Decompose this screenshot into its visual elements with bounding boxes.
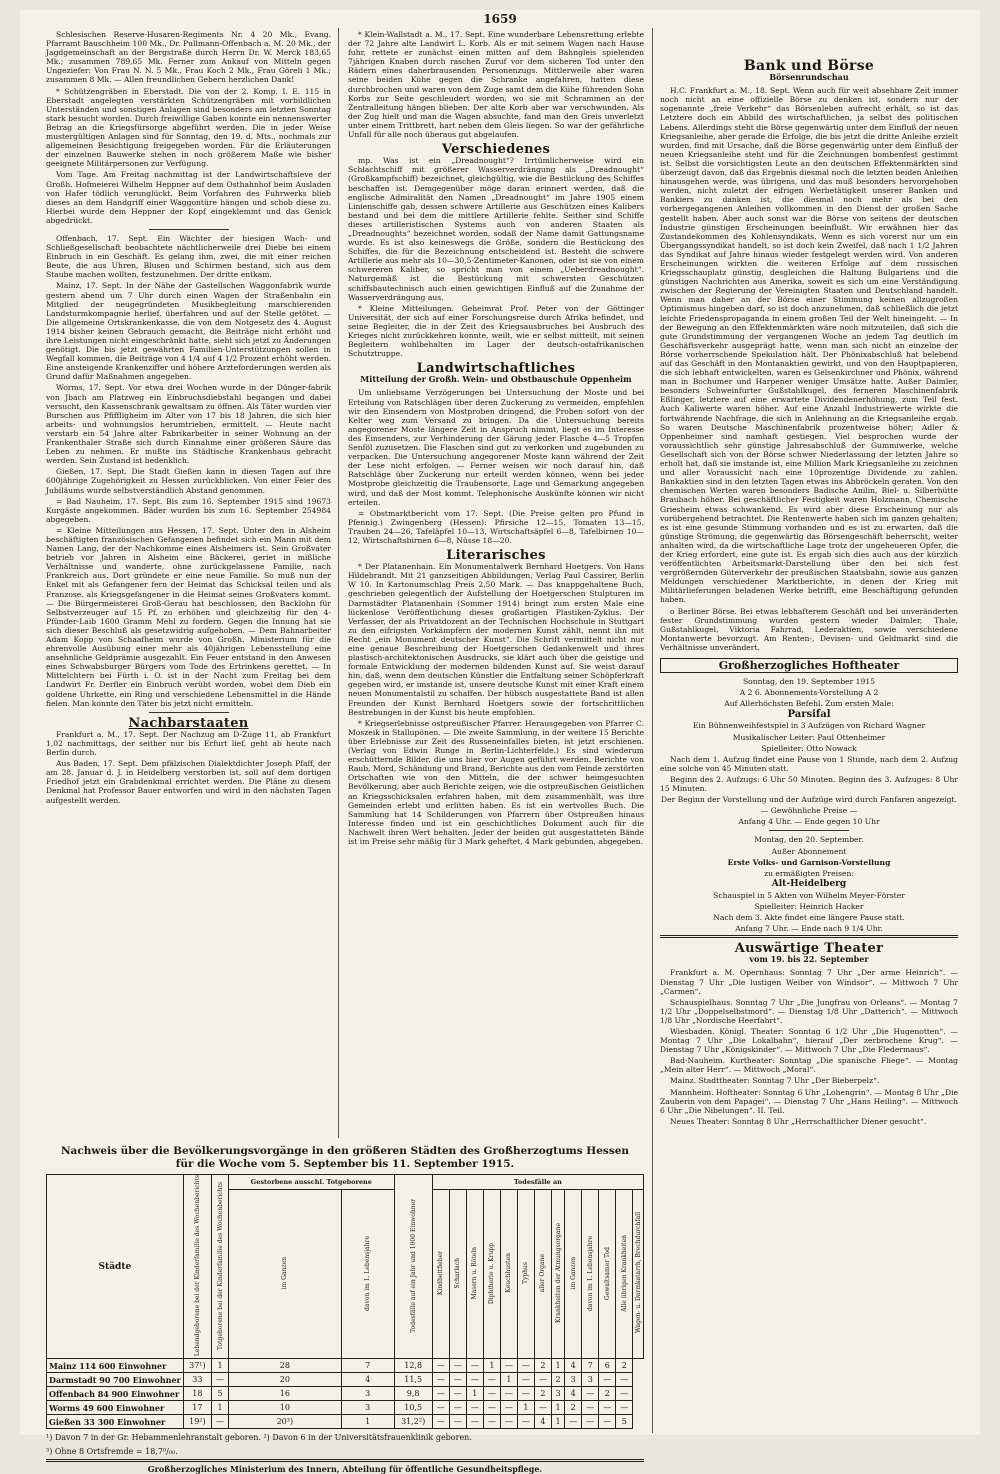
stats-cell: —: [517, 1415, 534, 1429]
stats-cell: 1: [483, 1359, 500, 1373]
stats-col-header: im Ganzen: [569, 1256, 577, 1290]
article-donations: Schlesischen Reserve-Husaren-Regiments Nr. 4 20 Mk., Evang. Pfarramt Bauschheim 100 Mk., Dr. Pullmann-Offenbach a. M. 20 Mk., der Jagdgemeinschaft an der Bergstraße durch Herrn Dr. W. Merck 183,65 Mk.; zusammen 789,65 Mk. Ferner zum Ankauf von Mitteln gegen Ungeziefer: Von Frau N. N. 5 Mk., Frau Koch 2 Mk., Frau Göreli 1 Mk.; zusammen 8 Mk. — Allen freundlichen Gebern herzlichen Dank!: [46, 30, 331, 85]
stats-cell: 1: [211, 1401, 228, 1415]
stats-cell: 9,8: [394, 1387, 432, 1401]
stats-cell: 2: [599, 1387, 616, 1401]
stats-cell: —: [582, 1415, 599, 1429]
article-dreadnought: mp. Was ist ein „Dreadnought“? Irrtümlicherweise wird ein Schlachtschiff mit größerer Wasserverdrängung als „Dreadnought“ (Großkampfschiff) bezeichnet, gleichgültig, wie die Bestückung des Schiffes beschaffen ist. Demgegenüber möge daran erinnert werden, daß die englische Admiralität den Namen „Dreadnought“ im Jahre 1905 einem Linienschiffe gab, dessen schwere Artillerie aus Geschützen eines Kalibers bestand und bei dem die mittlere Artillerie fehlte. Seither sind Schiffe dieses artilleristischen Systems auch von anderen Staaten als „Dreadnoughts“ bezeichnet worden, sodaß der Name damit Gattungsname wurde. Es ist also keineswegs die Größe, sondern die Bestückung des Schiffes, die für die Bezeichnung entscheidend ist. Besteht die schwere Artillerie aus mehr als 10—30,5-Zentimeter-Kanonen, oder ist sie von einem schwereren Kaliber, so spricht man von einem „Ueberdreadnought“. Naturgemäß ist die Bestückung mit schwersten Geschützen schiffsbautechnisch auch einen gewichtigen Einfluß auf die Zunahme der Wasserverdrängung aus.: [348, 156, 644, 302]
column-divider: [338, 28, 339, 1138]
stats-city: Offenbach 84 900 Einwohner: [47, 1387, 184, 1401]
stats-cell: —: [599, 1373, 616, 1387]
theater-date-monday: Montag, den 20. September.: [754, 835, 864, 845]
listing-frankfurt-schauspiel: Schauspielhaus. Sonntag 7 Uhr „Die Jungfrau von Orleans“. — Montag 7 1/2 Uhr „Doppelselbstmord“. — Dienstag 1/8 Uhr „Datterich“. — Mittwoch 1/8 Uhr „Nordische Heerfahrt“.: [660, 997, 958, 1025]
stats-cell: —: [449, 1387, 466, 1401]
article-kleine-mitteilungen: * Kleine Mitteilungen. Geheimrat Prof. Peter von der Göttinger Universität, der sich auf einer Forschungsreise durch Afrika befindet, und seine Begleiter, die in der Zeit des Kriegsausbruches bei Ausbruch des Krieges nicht zurückkehren konnte, weilt, wie er selbst mitteilt, mit seinen Begleitern wohlbehalten im Lager der deutsch-ostafrikanischen Schutztruppe.: [348, 303, 644, 359]
stats-col-header: Lebendgeborene bei der Kinderfamilie des Wochenberichts: [193, 1175, 201, 1357]
stats-cell: —: [500, 1401, 517, 1415]
stats-col-header: im Ganzen: [281, 1256, 289, 1290]
article-baden: Aus Baden, 17. Sept. Dem pfälzischen Dialektdichter Joseph Pfaff, der am 28. Januar d. J. in Heidelberg verstorben ist, soll auf dem dortigen Friedhof jetzt ein Grabdenkmal errichtet werden. Die Pläne zu diesem Denkmal hat Professor Bauer entworfen und wird in den nächsten Tagen aufgestellt werden.: [46, 759, 331, 805]
stats-cell: —: [432, 1415, 449, 1429]
stats-cell: —: [565, 1415, 582, 1429]
stats-cell: —: [616, 1387, 633, 1401]
stats-cell: 7: [341, 1359, 394, 1373]
stats-cell: 1: [551, 1401, 564, 1415]
theater-conductor: Musikalischer Leiter: Paul Ottenheimer: [732, 732, 886, 742]
theater-beginn: Beginn des 2. Aufzugs: 6 Uhr 50 Minuten. Beginn des 3. Aufzuges: 8 Uhr 15 Minuten.: [660, 774, 958, 794]
stats-cell: 31,2²): [394, 1415, 432, 1429]
stats-col-header: Typhus: [522, 1262, 530, 1285]
stats-cell: —: [211, 1415, 228, 1429]
stats-cell: —: [599, 1401, 616, 1415]
stats-cell: 17: [183, 1401, 211, 1415]
listing-wiesbaden: Wiesbaden. Königl. Theater: Sonntag 6 1/2 Uhr „Die Hugenotten“. — Montag 7 Uhr „Die Lokalbahn“, hierauf „Der zerbrochene Krug“. — Dienstag 7 Uhr „Königskinder“. — Mittwoch 7 Uhr „Die Fledermaus“.: [660, 1027, 958, 1055]
theater-fanfaren: Der Beginn der Vorstellung und der Aufzüge wird durch Fanfaren angezeigt.: [661, 795, 957, 805]
column-right: [660, 30, 958, 1432]
stats-cell: 3: [582, 1373, 599, 1387]
column-left: [46, 30, 331, 1132]
article-kleine-mitteilungen-hessen: = Kleine Mitteilungen aus Hessen, 17. Sept. Unter den in Alsheim beschäftigten französischen Gefangenen befindet sich ein Mann mit dem Namen Lang, der der Nachkomme eines Alsheimers ist. Sein Großvater betrieb vor Jahren in Alsheim eine Bäckerei, geriet in mißliche Verhältnisse und wanderte, ohne zurückgelassene Familie, nach Frankreich aus. Dort gründete er eine neue Familie. So muß nun der Enkel mit als Gefangener fern der Heimat das Schicksal teilen und als Franzose, als Kriegsgefangener in die Heimat seines Großvaters kommt. — Die Bürgermeisterei Groß-Gerau hat beschlossen, den Backlohn für Selbstverzeuger auf 15 Pf. zu erhöhen und gleichzeitig für den 4-Pfünder-Laib 1600 Gramm Mehl zu fordern. Gegen die Innung hat sie sich dieser Beschluß als gesetzwidrig aufgehoben. — Dem Bahnarbeiter Adam Kopp von Schaafheim wurde von Großh. Ministerium für die ehrenvolle Ausübung einer mehr als 40jährigen Lebensstellung eine ansehnliche Geldprämie ausgezahlt. Ein Feuer entstand in den Anwesen eines Schwabsburger Bürgers vom Tode des Ertrinkens gerettet. — In Mittelchtern bei Fürth i. O. ist in der Nacht zum Freitag bei dem Landwirt Fr. Derfler ein Einbruch verübt worden, wobei dem Dieb ein goldene Uhrkette, ein Ring und verschiedene Lebensmittel in die Hände fielen. Man konnte den Täter bis jetzt nicht ermitteln.: [46, 525, 331, 708]
stats-cell: —: [483, 1401, 500, 1415]
stats-cell: —: [500, 1387, 517, 1401]
section-heading-bank-boerse: Bank und Börse: [743, 58, 875, 74]
stats-cell: 7: [582, 1359, 599, 1373]
theater-title-alt-heidelberg: Alt-Heidelberg: [771, 878, 847, 889]
theater-spielleiter: Spielleiter: Heinrich Hacker: [754, 901, 864, 911]
section-heading-auswaertige-theater: Auswärtige Theater: [734, 941, 884, 957]
theater-pause: Nach dem 1. Aufzug findet eine Pause von 1 Stunde, nach dem 2. Aufzug eine solche von 45 Minuten statt.: [660, 754, 958, 773]
theater-title-parsifal: Parsifal: [787, 709, 831, 721]
stats-cell: —: [483, 1373, 500, 1387]
theater-volksvorstellung: Erste Volks- und Garnison-Vorstellung: [727, 857, 891, 867]
section-heading-verschiedenes: Verschiedenes: [441, 142, 551, 158]
column-middle: [348, 30, 644, 1132]
divider: [769, 830, 849, 831]
stats-cell: 5: [211, 1387, 228, 1401]
article-frankfurt: Frankfurt a. M., 17. Sept. Der Nachzug am D-Zuge 11, ab Frankfurt 1,02 nachmittags, der seither nur bis Erfurt lief, geht ab heute nach Berlin durch.: [46, 729, 331, 758]
stats-cell: 11,5: [394, 1373, 432, 1387]
listing-neues-theater: Neues Theater: Sonntag 8 Uhr „Herrschaftlicher Diener gesucht“.: [670, 1116, 927, 1126]
stats-cell: 1: [341, 1415, 394, 1429]
page-number: 1659: [483, 12, 517, 26]
stats-col-header: davon im 1. Lebensjahre: [586, 1235, 594, 1311]
stats-cell: 10,5: [394, 1401, 432, 1415]
stats-table-body: [47, 1359, 644, 1429]
stats-cell: —: [582, 1401, 599, 1415]
divider: [660, 935, 958, 938]
stats-cell: —: [500, 1359, 517, 1373]
stats-col-header: davon im 1. Lebensjahre: [364, 1235, 372, 1311]
stats-row: [47, 1401, 644, 1415]
stats-cell: —: [517, 1373, 534, 1387]
stats-header-todesfaelle: Todesfälle an: [432, 1175, 643, 1190]
stats-cell: 19²): [183, 1415, 211, 1429]
theater-abonnement: A 2 6. Abonnements-Vorstellung A 2: [739, 688, 879, 698]
divider: [149, 712, 229, 713]
stats-col-header: Gewaltsamer Tod: [603, 1246, 611, 1300]
stats-cell: —: [483, 1387, 500, 1401]
stats-title: Nachweis über die Bevölkerungsvorgänge in den größeren Städten des Großherzogtums Hessen: [60, 1145, 630, 1157]
stats-cell: 37¹): [183, 1359, 211, 1373]
stats-row: [47, 1359, 644, 1373]
stats-col-header: Diphtherie u. Krupp: [488, 1242, 496, 1304]
article-giessen: Gießen, 17. Sept. Die Stadt Gießen kann in diesen Tagen auf ihre 600jährige Zugehörigkeit zu Hessen zurückblicken. Von einer Feier des Jubiläums wurde selbstverständlich Abstand genommen.: [46, 467, 331, 495]
stats-col-header: Krankheiten der Atmungsorgane: [554, 1223, 562, 1324]
section-heading-landwirtschaftliches: Landwirtschaftliches: [416, 361, 576, 377]
stats-cell: —: [211, 1373, 228, 1387]
stats-col-header: Todesfälle auf ein Jahr und 1000 Einwohner: [409, 1198, 417, 1333]
stats-cell: 4: [534, 1415, 551, 1429]
stats-cell: 1: [211, 1359, 228, 1373]
stats-col-header: Alle übrigen Krankheiten: [620, 1234, 628, 1312]
article-boersenrundschau: H.C. Frankfurt a. M., 18. Sept. Wenn auch für weit absehbare Zeit immer noch nicht an eine offizielle Börse zu denken ist, sondern nur der sogenannte „freie Verkehr“ das Börsenleben aufrecht erhält, so ist das Letztere doch ein Abbild des wirtschaftlichen, ja selbst des politischen Lebens. Allerdings steht die Börse gegenwärtig unter dem Einfluß der neuen Kriegsanleihe, aber gerade die Erfolge, die bis jetzt die dritte Anleihe erzielt wurden, find mit Ursache, daß die Börse gegenwärtig unter dem Einfluß der neuen Kriegsanleihe steht und für die Zeichnungen bombenfest gestimmt ist. Selbst die vorsichtigsten Leute an den deutschen Effektenmärkten sind überzeugt davon, daß das Ergebnis diesmal noch die letzten beiden Anleihen hinausgehen werde, was übrigens, und das muß besonders hervorgehoben werden, nicht zuletzt der eifrigen Werbetätigkeit unserer Banken und Bankiers zu danken ist, die diesmal noch mehr als bei den vorhergegangenen Anleihen vollkommen in den Dienst der großen Sache gestellt haben. Aber auch sonst war die Börse von seitens der deutschen Industrie günstigen Erscheinungen beeinflußt. Wir erwähnen hier das Zustandekommen des Kohlensyndikats. Wenn es sich vorerst nur um ein Übergangssyndikat handelt, so ist doch kein Zweifel, daß nach 1 1/2 Jahren das Syndikat auf Jahre hinaus wieder festgelegt werden wird. Von anderen Erscheinungen wirkten die weiteren Erfolge auf dem russischen Kriegsschauplatz günstig, desgleichen die Haltung Bulgariens und die günstigen Nachrichten aus Amerika, soweit es sich um eine Verständigung zwischen der Regierung der Vereinigten Staaten und Deutschland handelt. Wenn man daher an der Börse einer Stimmung keinen allzugroßen Optimismus hingeben darf, so ist doch anzunehmen, daß schließlich die jetzt leichte Friedenspropaganda in einem großen Teil der Welt hineingeht. — In der Bewegung an den Effektenmärkten wäre noch mitzuteilen, daß sich die gute Grundstimmung der vergangenen Woche an jedem Tag deutlich im Geschäftsverkehr ausgeprägt hatte, wenn man sich nicht an einzelne der Börse vorherrschende Spekulation hält. Der Phönixabschluß hat belebend auf das Geschäft in den Montanaktien gewirkt, und von den Hauptpapieren, die sich lebhaft entwickelten, waren es Gelsenkirchner und Phönix, während man in Bochumer und Harpener weniger Umsätze hatte. Außer Daimler, besonders Schweinfurter Gußstahlkugel, des ferneren Maschinenfabrik Eßlinger, letztere auf eine erwartete Dividendenerhöhung, zum Teil fest. Auch Kaliwerte waren höher. Auf eine Anzahl Industriewerte wirkte die fortwährende Nachfrage, die sich in Anlehnung an die Kriegsanleihe ergab. So waren Deutsche Maschinenfabrik prozentweise höher; Adler & Oppenheimer sind namhaft gestiegen. Viel besprochen wurde der voraussichtlich sehr günstige Jahresabschluß der Gummiwerke, welche Gesellschaft sich von der Börse schwer Niederlassung der letzten Jahre so erholt hat, daß sie imstande ist, eine Million Mark Kriegsanleihe zu zeichnen und aller Voraussicht nach eine 10prozentige Dividende zu zahlen. Bankaktien sind in den letzten Tagen etwas ins Abbröckeln geraten. Von den chemischen Werten waren besonders Badische Anilin, Biel- u. Silberhütte Braubach höher. Bei geschäftlicher Festigkeit waren Holzmann, Chemische Griesheim etwas schwankend. Es wird aber diese Erscheinung nur als vorübergehend betrachtet. Die Rentenwerte haben sich im ganzen gehalten; es ist eine gesunde Stimmung vorhanden und es ist zu erwarten, daß die günstige Strömung, die gegenwärtig das Börsengeschäft beherrscht, weiter anhalten wird, da die wirtschaftliche Lage trotz der ungeheueren Opfer, die der Krieg erfordert, eine gute ist. Es ergab sich dies auch aus der kürzlich veröffentlichten Arbeitsmarkt-Darstellung über den bei sich fest vergrößernden Güterverkehr der preußischen Staatsbahn, sowie aus ganzen Meldungen verschiedener Marktberichte, in denen der Krieg mit Militärlieferungen beladenen Werke betrifft, eine Beschäftigung gefunden haben.: [660, 86, 958, 605]
theater-anfang: Anfang 4 Uhr. — Ende gegen 10 Uhr: [738, 817, 880, 827]
column-divider: [652, 28, 653, 1433]
section-heading-hoftheater: Großherzogliches Hoftheater: [660, 658, 958, 673]
article-schuetzengraeben: * Schützengräben in Eberstadt. Die von der 2. Komp. I. E. 115 in Eberstadt angelegten verstärkten Schützengräben mit vorbildlichen Unterständen und sonstigen Anlagen sind besonders am letzten Sonntag stark besucht worden. Durch freiwillige Gaben konnte ein nennenswerter Betrag an die Kriegsfürsorge abgeführt werden. Die in jeder Weise mustergültigen Anlagen sind für Sonntag, den 19. d. Mts., nochmals zur allgemeinen Besichtigung freigegeben worden. Für die Erläuterungen der einzelnen Bauwerke stehen in noch größerem Maße wie bisher geeignete Militärpersonen zur Verfügung.: [46, 86, 331, 169]
stats-cell: 2: [565, 1401, 582, 1415]
stats-header-staedte: Städte: [47, 1175, 184, 1359]
stats-cell: 3: [341, 1401, 394, 1415]
section-heading-nachbarstaaten: Nachbarstaaten: [128, 715, 249, 731]
section-subheading-boersenrundschau: Börsenrundschau: [769, 72, 849, 83]
stats-cell: 28: [229, 1359, 342, 1373]
stats-cell: 20: [229, 1373, 342, 1387]
stats-cell: 10: [229, 1401, 342, 1415]
article-platanenhain: * Der Platanenhain. Ein Monumentalwerk Bernhard Hoetgers. Von Hans Hildebrandt. Mit 21 ganzseitigen Abbildungen, Verlag Paul Cassirer, Berlin W 10. In Kartonumschlag Preis 2,50 Mark. — Das knappgehaltene Buch, geschrieben gelegentlich der Aufstellung der Hoetgerschen Stulpturen im Darmstädter Platanenhain (Sommer 1914) bringt zum ersten Male eine lückenlose Veröffentlichung dieses großartigen Plastiken-Zyklus. Der Verfasser, der als Privatdozent an der Technischen Hochschule in Stuttgart zu den eifrigsten Vorkämpfern der modernen Kunst zählt, nennt ihn mit Recht „ein Monument deutscher Kunst“. Die Schrift vermittelt nicht nur eine genaue Beschreibung der Hoetgerschen Gedankenwelt und ihres plastisch-architektonischen Ausdrucks, sie klärt auch über die geistige und formale Entwicklung der modernen bildenden Kunst auf. Sie weist darauf hin, daß, wenn dem deutschen Künstler die Entfaltung seiner Schöpferkraft gegeben wird, er imstande ist, unsere deutsche Kunst mit einer Kraft einem neuen Monumentalstil zu schaffen. Der hübsch ausgestattete Band ist allen Freunden der Kunst Bernhard Hoetgers sowie der fortschrittlichen Bestrebungen in der Kunst bis heute empfohlen.: [348, 562, 644, 717]
stats-cell: 3: [341, 1387, 394, 1401]
article-kriegserlebnisse: * Kriegserlebnisse ostpreußischer Pfarrer. Herausgegeben von Pfarrer C. Moszeik in Stallupönen. — Die zweite Sammlung, in der weitere 15 Berichte über Erlebnisse zur Zeit des Russeneinfalles bieten, ist jetzt erschienen. (Verlag von Edwin Runge in Berlin-Lichterfelde.) Es sind wiederum erschütternde Bilder, die uns hier vor Augen geführt werden. Berichte von Raub, Mord, Schändung und Brand, Berichte aus den vom Feinde zerstörten Ortschaften wie von den Mitteln, die der schwer heimgesuchten Bevölkerung, aber auch Berichte zeigen, wie die ostpreußischen Geistlichen an Kriegsschicksalen erfahren haben, mit dem zusammenhält, was ihre Gemeinden erlebt und erlitten haben. Es ist ein wertvolles Buch. Die Sammlung hat 14 Schilderungen von Pfarrern über Ostpreußen hinaus Interesse finden und ist ein geschichtliches Dokument auch für die Nachwelt ihren Wert behalten. Jeder der beiden gut ausgestatteten Bände ist im Preise sehr mäßig für 3 Mark geheftet, 4 Mark gebunden, abgegeben.: [348, 718, 644, 846]
stats-row: [47, 1387, 644, 1401]
stats-col-header: Keuchhusten: [505, 1253, 513, 1293]
stats-cell: 4: [341, 1373, 394, 1387]
theater-schauspiel: Schauspiel in 5 Akten von Wilhelm Meyer-Förster: [713, 890, 905, 900]
theater-anfang-2: Anfang 7 Uhr. — Ende nach 9 1/4 Uhr.: [735, 924, 883, 934]
theater-ausser-abonnement: Außer Abonnement: [771, 846, 847, 856]
stats-cell: 2: [551, 1373, 564, 1387]
theater-pause-2: Nach dem 3. Akte findet eine längere Pause statt.: [713, 913, 905, 923]
stats-header-gestorbene: Gestorbene ausschl. Totgeborene: [229, 1175, 395, 1190]
theater-preise: — Gewöhnliche Preise —: [760, 806, 858, 816]
article-bad-nauheim: = Bad Nauheim, 17. Sept. Bis zum 16. September 1915 sind 19673 Kurgäste angekommen. Bäder wurden bis zum 16. September 254984 abgegeben.: [46, 496, 331, 524]
stats-cell: —: [449, 1359, 466, 1373]
theater-director: Spielleiter: Otto Nowack: [761, 743, 857, 753]
stats-cell: —: [466, 1359, 483, 1373]
stats-cell: —: [517, 1359, 534, 1373]
stats-cell: —: [449, 1401, 466, 1415]
stats-source: Großherzogliches Ministerium des Innern, Abteilung für öffentliche Gesundheitspflege.: [147, 1464, 543, 1474]
stats-cell: 1: [551, 1415, 564, 1429]
article-mainz: Mainz, 17. Sept. In der Nähe der Gastellschen Waggonfabrik wurde gestern abend um 7 Uhr durch einen Wagen der Straßenbahn ein Mitglied der neugegründeten Musikbegleitung marschierenden Landsturmkompagnie herlief, überfahren und auf der Stelle getötet. — Die allgemeine Ortskrankenkasse, die von dem Notgesetz des 4. August 1914 bisher keinen Gebrauch gemacht, die Beiträge nicht erhöht und ihre Leistungen nicht eingeschränkt hatte, sieht sich jetzt zu Änderungen genötigt. Die bis jetzt gewährten Familien-Unterstützungen sollen in Wegfall kommen, die Beiträge von 4 1/4 auf 4 1/2 Prozent erhöht werden. Eine ansteigende Krankenziffer und höhere Arzteforderungen werden als Grund dafür Maßnahmen angegeben.: [46, 281, 331, 382]
stats-cell: 33: [183, 1373, 211, 1387]
article-mostproben: Um unliebsame Verzögerungen bei Untersuchung der Moste und bei Erteilung von Ratschlägen über deren Zuckerung zu vermeiden, empfehlen wir den Einsendern von Mostproben dringend, die Proben sofort von der Kelter weg zum Versand zu bringen. Da die Untersuchung bereits angegorener Moste längere Zeit in Anspruch nimmt, liegt es im Interesse des Einsenders, zur Verhinderung der Gärung jeder Flasche 4—5 Tropfen Senföl zuzusetzen. Die Flaschen sind gut zu verkorken und zugebunden zu verpacken. Die Untersuchung angegorener Moste kann während der Zeit der Lese nicht erfolgen. — Ferner weisen wir noch darauf hin, daß Ratschläge über Zuckerung nur erteilt werden können, wenn bei jeder Mostprobe gleichzeitig die Traubensorte, Lage und Gemarkung angegeben wird, und daß der Most kommt. Telephonische Auskünfte können wir nicht erteilen.: [348, 388, 644, 507]
stats-cell: —: [517, 1387, 534, 1401]
divider: [46, 1459, 644, 1462]
article-obstmarkt: = Obstmarktbericht vom 17. Sept. (Die Preise gelten pro Pfund in Pfennig.) Zwingenberg (Hessen): Pfirsiche 12—15, Tomaten 13—15, Trauben 24—26, Tafeläpfel 10—13, Wirtschaftsäpfel 6—8, Tafelbirnen 10—12, Wirtschaftsbirnen 6—8, Nüsse 18—20.: [348, 508, 644, 545]
stats-cell: —: [466, 1401, 483, 1415]
stats-subtitle: für die Woche vom 5. September bis 11. September 1915.: [175, 1158, 515, 1170]
section-subheading-oppenheim: Mitteilung der Großh. Wein- und Obstbauschule Oppenheim: [360, 374, 632, 385]
stats-cell: —: [483, 1415, 500, 1429]
listing-bad-nauheim: Bad-Nauheim. Kurtheater: Sonntag „Die spanische Fliege“. — Montag „Mein alter Herr“. — Mittwoch „Moral“.: [660, 1056, 958, 1075]
theater-date-sunday: Sonntag, den 19. September 1915: [742, 677, 875, 687]
stats-col-header: Masern u. Röteln: [471, 1246, 479, 1300]
stats-cell: —: [449, 1373, 466, 1387]
stats-cell: 2: [616, 1359, 633, 1373]
listing-mannheim: Mannheim. Hoftheater: Sonntag 6 Uhr „Lohengrin“. — Montag 8 Uhr „Die Zauberin von dem Papagei“. — Dienstag 7 Uhr „Hans Heiling“. — Mittwoch 6 Uhr „Die Nibelungen“. II. Teil.: [660, 1087, 958, 1115]
article-offenbach: Offenbach, 17. Sept. Ein Wächter der hiesigen Wach- und Schließgesellschaft beobachtete nächtlicherweile drei Diebe bei einem Einbruch in ein Geschäft. Es gelang ihm, zwei, die mit einer reichen Beute, die aus Uhren, Blusen und Schirmen bestand, sich aus dem Staube machen wollten, festzunehmen. Der dritte entkam.: [46, 233, 331, 280]
listing-mainz: Mainz. Stadttheater: Sonntag 7 Uhr „Der Bieberpelz“.: [670, 1076, 880, 1086]
stats-cell: 4: [565, 1359, 582, 1373]
theater-description: Ein Bühnenweihfestspiel in 3 Aufzügen von Richard Wagner: [692, 721, 926, 731]
divider: [149, 229, 229, 230]
stats-cell: —: [534, 1401, 551, 1415]
stats-cell: 1: [517, 1401, 534, 1415]
article-vom-tage: Vom Tage. Am Freitag nachmittag ist der Landwirtschaftsleve der Großh. Hofmeierei Wilhelm Heppner auf dem Osthahnhof beim Ausladen von Hafer tödlich verunglückt. Beim Vorfahren des Fuhrwerks blieb dieses an dem Handgriff einer Waggontüre hängen und schob diese zu. Hierbei wurde dem Heppner der Kopf eingeklemmt und das Genick abgedrückt.: [46, 170, 331, 225]
stats-cell: 1: [500, 1373, 517, 1387]
stats-cell: 6: [599, 1359, 616, 1373]
stats-cell: 16: [229, 1387, 342, 1401]
stats-cell: 2: [534, 1359, 551, 1373]
stats-col-header: Scharlach: [454, 1257, 462, 1289]
stats-col-header: Kindbettfieber: [437, 1250, 445, 1296]
stats-col-header: Totgeborene bei der Kinderfamilie des Wochenberichts: [216, 1181, 224, 1350]
stats-cell: —: [534, 1373, 551, 1387]
section-heading-literarisches: Literarisches: [446, 548, 546, 564]
stats-cell: —: [599, 1415, 616, 1429]
stats-footnote: ³) Ohne 8 Ortsfremde = 18,7⁰/₀₀.: [46, 1447, 178, 1457]
stats-city: Worms 49 600 Einwohner: [47, 1401, 184, 1415]
stats-cell: —: [432, 1387, 449, 1401]
section-subheading-dates: vom 19. bis 22. September: [749, 954, 869, 965]
article-berliner-boerse: o Berliner Börse. Bei etwas lebhafterem Geschäft und bei unveränderten fester Grundstimmung wurden gestern wieder Daimler, Thale, Gußstahlkugel, Viktoria Fahrrad, Lederaktien, sowie verschiedene Montanwerte bevorzugt. Am Renten-, Devisen- und Geldmarkt sind die Verhältnisse unverändert.: [660, 606, 958, 652]
stats-cell: —: [432, 1401, 449, 1415]
stats-cell: —: [432, 1359, 449, 1373]
stats-cell: —: [616, 1401, 633, 1415]
population-statistics: [46, 1145, 644, 1474]
stats-cell: —: [616, 1373, 633, 1387]
stats-row: [47, 1415, 644, 1429]
stats-city: Mainz 114 600 Einwohner: [47, 1359, 184, 1373]
stats-footnote: ¹) Davon 7 in der Gr. Hebammenlehranstalt geboren. ²) Davon 6 in der Universitätsfrauenklinik geboren.: [46, 1433, 472, 1443]
article-worms: Worms, 17. Sept. Vor etwa drei Wochen wurde in der Dünger-fabrik von Jbach am Platzweg ein Einbruchsdiebstahl begangen und dabei versucht, den Kassenschrank gewaltsam zu öffnen. Als Täter wurden vier Burschen aus Pfiffligheim im Alter von 17 bis 18 Jahren, die sich hier arbeits- und wohnungslos herumtrieben, ermittelt. — Heute nacht verstarb ein 54 Jahre alter Fabrikarbeiter in seiner Wohnung an der Frankenthaler Straße sich durch Einnahme einer größeren Säure das Leben zu nehmen. Er mußte ins Städtische Krankenhaus gebracht werden. Sein Zustand ist bedenklich.: [46, 383, 331, 466]
stats-cell: 2: [534, 1387, 551, 1401]
stats-cell: —: [582, 1387, 599, 1401]
stats-cell: 5: [616, 1415, 633, 1429]
stats-city: Gießen 33 300 Einwohner: [47, 1415, 184, 1429]
stats-cell: 4: [565, 1387, 582, 1401]
stats-cell: 1: [466, 1387, 483, 1401]
stats-cell: 12,8: [394, 1359, 432, 1373]
stats-cell: —: [432, 1373, 449, 1387]
stats-city: Darmstadt 90 700 Einwohner: [47, 1373, 184, 1387]
stats-cell: 3: [565, 1373, 582, 1387]
listing-frankfurt-oper: Frankfurt a. M. Opernhaus: Sonntag 7 Uhr „Der arme Heinrich“. — Dienstag 7 Uhr „Die lustigen Weiber von Windsor“. — Mittwoch 7 Uhr „Carmen“.: [660, 968, 958, 996]
theater-ermaessigt: zu ermäßigten Preisen:: [764, 868, 854, 878]
stats-cell: —: [449, 1415, 466, 1429]
stats-cell: —: [500, 1415, 517, 1429]
stats-row: [47, 1373, 644, 1387]
article-klein-wallstadt: * Klein-Wallstadt a. M., 17. Sept. Eine wunderbare Lebensrettung erlebte der 72 Jahre alte Landwirt L. Korb. Als er mit seinem Wagen nach Hause fuhr, rettete er zunächst einen mitten auf dem Bahngleis spielenden 7jährigen Knaben durch raschen Zuruf vor dem sicheren Tod unter den Rädern eines daherbrausenden Personenzugs. Mittlerweile aber waren seine beiden Kühe gegen die Schranke angefahren, hatten diese durchbrochen und waren von dem Zuge samt dem die Kühe führenden Sohn Korbs zur Seite geschleudert worden, wo sie mit Schrammen an der Zentralleitung hängen blieben. Der alte Korb aber war verschwunden. Als der Zug hielt und man die Wagen absuchte, fand man den Greis unverletzt unter einem Trittbrett, hart neben dem Gleis liegen. So war der gefährliche Unfall für alle noch überaus gut abgelaufen.: [348, 30, 644, 140]
stats-table: [46, 1174, 644, 1429]
stats-col-header: Wagen- u. Darmkatarrh, Brechdurchfall: [634, 1212, 642, 1334]
stats-cell: 20³): [229, 1415, 342, 1429]
stats-cell: —: [466, 1373, 483, 1387]
stats-cell: 18: [183, 1387, 211, 1401]
stats-cell: 3: [551, 1387, 564, 1401]
stats-col-header: aller Organe: [539, 1253, 547, 1293]
stats-cell: 1: [551, 1359, 564, 1373]
stats-cell: —: [466, 1415, 483, 1429]
newspaper-page: [20, 10, 980, 1474]
theater-befehl: Auf Allerhöchsten Befehl. Zum ersten Male:: [724, 699, 894, 709]
